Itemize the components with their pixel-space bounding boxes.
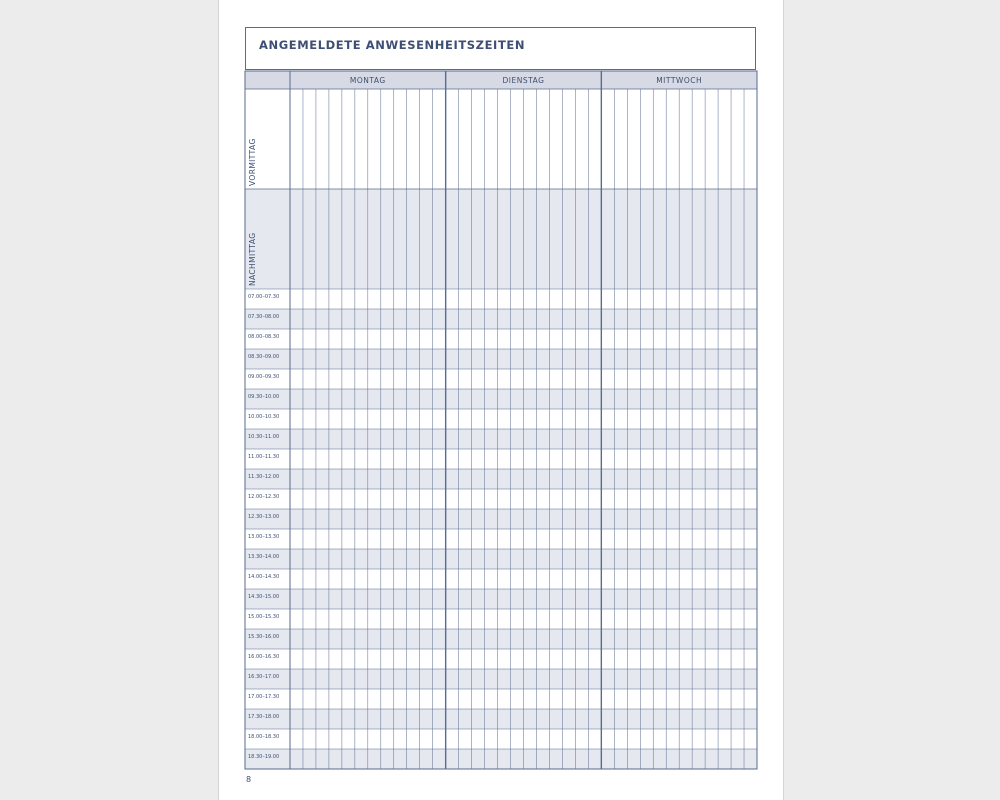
time-slot-label: 14.30–15.00: [248, 594, 280, 600]
time-slot-label: 15.00–15.30: [248, 614, 280, 620]
time-slot-label: 11.30–12.00: [248, 474, 280, 480]
page-number: 8: [246, 775, 252, 784]
afternoon-shade: [245, 189, 757, 289]
slot-row-shade: [245, 669, 757, 689]
time-slot-label: 15.30–16.00: [248, 634, 280, 640]
slot-row-shade: [245, 469, 757, 489]
time-slot-label: 07.00–07.30: [248, 294, 280, 300]
day-header-label: MONTAG: [349, 76, 386, 85]
time-slot-label: 13.00–13.30: [248, 534, 280, 540]
time-slot-label: 10.00–10.30: [248, 414, 280, 420]
attendance-grid: [219, 0, 783, 800]
time-slot-label: 12.30–13.00: [248, 514, 280, 520]
slot-row-shade: [245, 709, 757, 729]
time-slot-label: 09.30–10.00: [248, 394, 280, 400]
slot-row-shade: [245, 549, 757, 569]
time-slot-label: 08.00–08.30: [248, 334, 280, 340]
slot-row-shade: [245, 749, 757, 769]
slot-row-shade: [245, 629, 757, 649]
slot-row-shade: [245, 349, 757, 369]
time-slot-label: 16.30–17.00: [248, 674, 280, 680]
time-slot-label: 10.30–11.00: [248, 434, 280, 440]
time-slot-label: 11.00–11.30: [248, 454, 280, 460]
day-header-label: MITTWOCH: [656, 76, 703, 85]
time-slot-label: 18.00–18.30: [248, 734, 280, 740]
time-slot-label: 17.30–18.00: [248, 714, 280, 720]
planner-page: [218, 0, 784, 800]
time-slot-label: 08.30–09.00: [248, 354, 280, 360]
time-slot-label: 14.00–14.30: [248, 574, 280, 580]
slot-row-shade: [245, 509, 757, 529]
day-header-label: DIENSTAG: [502, 76, 545, 85]
time-slot-label: 13.30–14.00: [248, 554, 280, 560]
time-slot-label: 12.00–12.30: [248, 494, 280, 500]
slot-row-shade: [245, 389, 757, 409]
slot-row-shade: [245, 589, 757, 609]
section-label: VORMITTAG: [248, 138, 257, 186]
time-slot-label: 18.30–19.00: [248, 754, 280, 760]
section-label: NACHMITTAG: [248, 232, 257, 286]
time-slot-label: 17.00–17.30: [248, 694, 280, 700]
time-slot-label: 16.00–16.30: [248, 654, 280, 660]
time-slot-label: 07.30–08.00: [248, 314, 280, 320]
slot-row-shade: [245, 429, 757, 449]
slot-row-shade: [245, 309, 757, 329]
grid-border: [245, 71, 757, 769]
time-slot-label: 09.00–09.30: [248, 374, 280, 380]
page-title: ANGEMELDETE ANWESENHEITSZEITEN: [259, 38, 526, 52]
